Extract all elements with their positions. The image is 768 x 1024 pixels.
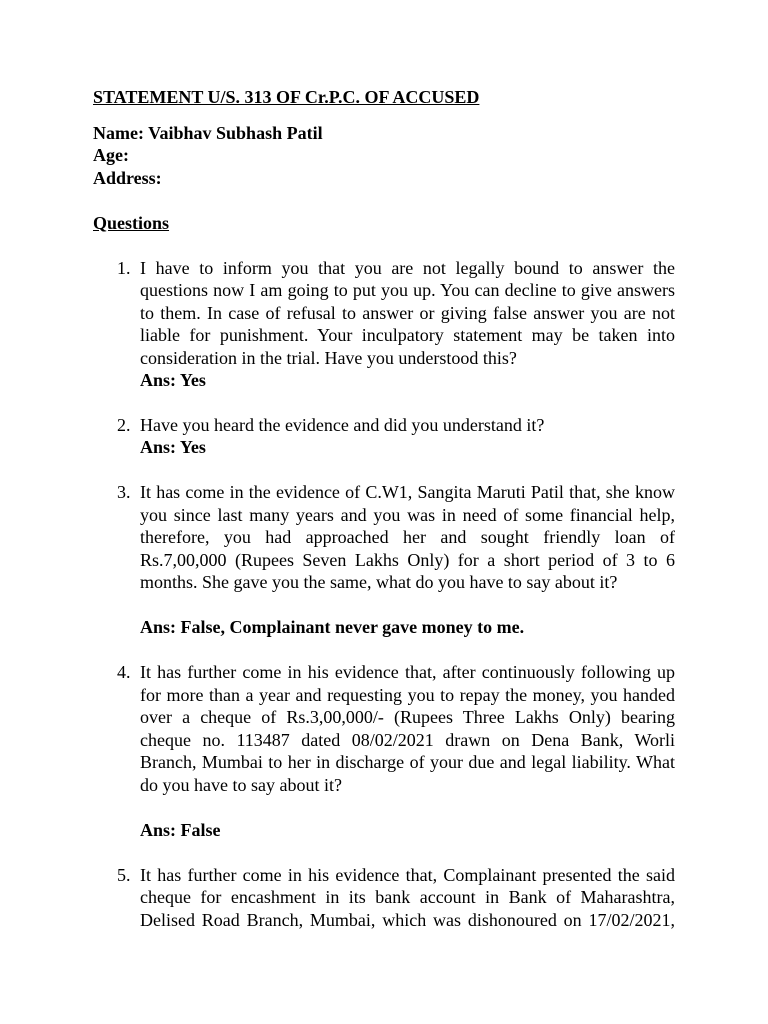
answer-text: Ans: Yes (140, 370, 206, 391)
question-line: cheque for encashment in its bank account in Bank of Maharashtra, (140, 887, 675, 908)
question-number: 5. (117, 864, 131, 885)
question-line: cheque no. 113487 dated 08/02/2021 drawn on Dena Bank, Worli (140, 729, 675, 750)
question-line: consideration in the trial. Have you understood this? (140, 347, 517, 368)
question-line: It has come in the evidence of C.W1, Sangita Maruti Patil that, she know (140, 482, 675, 503)
question-line: questions now I am going to put you up. You can decline to give answers (140, 280, 675, 301)
accused-age: Age: (93, 145, 129, 166)
accused-name: Name: Vaibhav Subhash Patil (93, 122, 323, 143)
questions-heading: Questions (93, 212, 170, 233)
spacer (93, 841, 677, 863)
question-line: It has further come in his evidence that, Complainant presented the said (140, 864, 675, 885)
question-line: It has further come in his evidence that, after continuously following up (140, 662, 675, 683)
question-line: Delised Road Branch, Mumbai, which was dishonoured on 17/02/2021, (140, 909, 675, 930)
spacer (93, 234, 677, 256)
accused-address: Address: (93, 167, 162, 188)
question-item (117, 414, 675, 459)
question-item (117, 481, 675, 638)
question-line: for more than a year and requesting you to repay the money, you handed (140, 684, 675, 705)
question-line: Rs.7,00,000 (Rupees Seven Lakhs Only) for a short period of 3 to 6 (140, 549, 675, 570)
answer-text: Ans: False, Complainant never gave money to me. (140, 617, 525, 638)
question-line: you since last many years and you was in need of some financial help, (140, 504, 675, 525)
question-line: Branch, Mumbai to her in discharge of your due and legal liability. What (140, 752, 675, 773)
document-title: STATEMENT U/S. 313 OF Cr.P.C. OF ACCUSED (93, 87, 480, 107)
question-line: liable for punishment. Your inculpatory statement may be taken into (140, 325, 675, 346)
question-line: to them. In case of refusal to answer or giving false answer you are not (140, 302, 675, 323)
question-item (117, 864, 675, 931)
answer-text: Ans: False (140, 819, 221, 840)
question-line: Have you heard the evidence and did you understand it? (140, 415, 545, 435)
question-line: I have to inform you that you are not legally bound to answer the (140, 257, 675, 278)
question-line: over a cheque of Rs.3,00,000/- (Rupees Three Lakhs Only) bearing (140, 707, 675, 728)
question-item (117, 257, 675, 392)
spacer (93, 639, 677, 661)
question-item (117, 661, 675, 841)
answer-text: Ans: Yes (140, 437, 206, 458)
spacer (93, 459, 677, 481)
spacer (140, 796, 675, 818)
question-number: 1. (117, 257, 131, 278)
question-line: months. She gave you the same, what do you have to say about it? (140, 572, 618, 593)
spacer (93, 392, 677, 414)
spacer (140, 594, 675, 616)
question-line: do you have to say about it? (140, 774, 342, 795)
document-page (93, 86, 677, 931)
question-line: therefore, you had approached her and sought friendly loan of (140, 527, 675, 548)
spacer (93, 189, 677, 211)
question-number: 4. (117, 662, 131, 683)
question-number: 2. (117, 415, 131, 435)
question-number: 3. (117, 482, 131, 503)
